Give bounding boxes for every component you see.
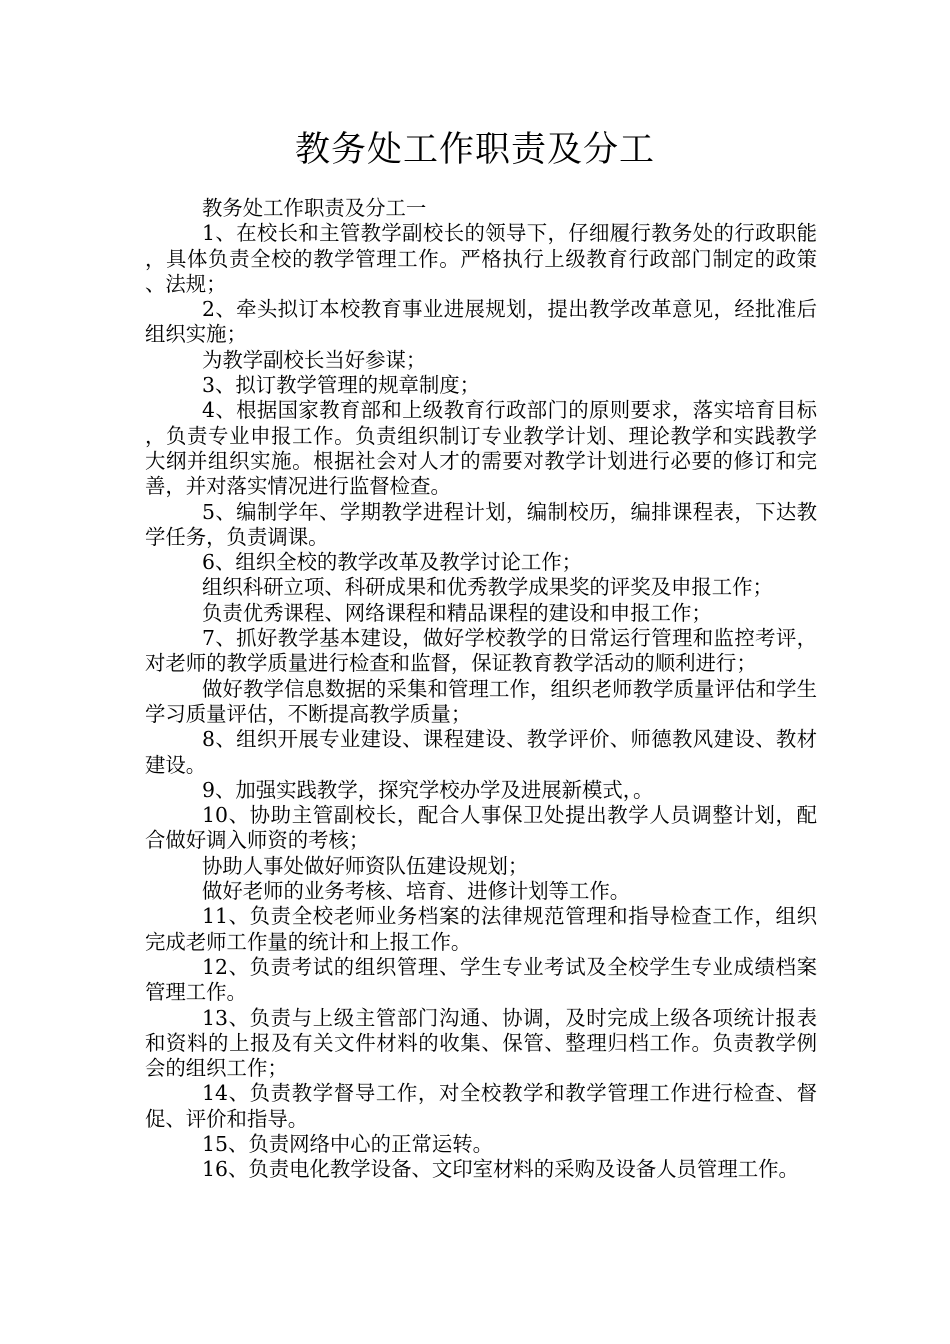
document-title: 教务处工作职责及分工 [294, 130, 655, 170]
paragraph: 12、负责考试的组织管理、学生专业考试及全校学生专业成绩档案管理工作。 [145, 954, 817, 1005]
paragraph: 组织科研立项、科研成果和优秀教学成果奖的评奖及申报工作； [202, 575, 773, 600]
paragraph: 教务处工作职责及分工一 [202, 196, 427, 220]
paragraph: 10、协助主管副校长，配合人事保卫处提出教学人员调整计划，配合做好调入师资的考核； [145, 803, 817, 853]
paragraph: 8、组织开展专业建设、课程建设、教学评价、师德教风建设、教材建设。 [145, 727, 817, 777]
paragraph: 16、负责电化教学设备、文印室材料的采购及设备人员管理工作。 [202, 1157, 799, 1182]
paragraph: 3、拟订教学管理的规章制度； [202, 373, 481, 398]
paragraph: 9、加强实践教学，探究学校办学及进展新模式，。 [202, 777, 654, 802]
paragraph: 11、负责全校老师业务档案的法律规范管理和指导检查工作，组织完成老师工作量的统计和上报工作。 [145, 904, 817, 954]
paragraph: 14、负责教学督导工作，对全校教学和教学管理工作进行检查、督促、评价和指导。 [145, 1081, 817, 1131]
paragraph: 7、抓好教学基本建设，做好学校教学的日常运行管理和监控考评，对老师的教学质量进行检查和监督，保证教育教学活动的顺利进行； [145, 626, 817, 676]
paragraph: 做好老师的业务考核、培育、进修计划等工作。 [202, 879, 631, 904]
paragraph: 15、负责网络中心的正常运转。 [202, 1131, 494, 1156]
paragraph: 做好教学信息数据的采集和管理工作，组织老师教学质量评估和学生学习质量评估，不断提高教学质量； [145, 676, 817, 726]
document-body [145, 196, 817, 1183]
paragraph: 1、在校长和主管教学副校长的领导下，仔细履行教务处的行政职能，具体负责全校的教学管理工作。严格执行上级教育行政部门制定的政策、法规； [145, 221, 817, 296]
paragraph: 5、编制学年、学期教学进程计划，编制校历，编排课程表，下达教学任务，负责调课。 [145, 499, 817, 549]
paragraph: 为教学副校长当好参谋； [202, 347, 427, 372]
paragraph: 13、负责与上级主管部门沟通、协调，及时完成上级各项统计报表和资料的上报及有关文件材料的收集、保管、整理归档工作。负责教学例会的组织工作； [145, 1005, 817, 1081]
paragraph: 2、牵头拟订本校教育事业进展规划，提出教学改革意见，经批准后组织实施； [145, 297, 817, 347]
paragraph: 负责优秀课程、网络课程和精品课程的建设和申报工作； [202, 600, 712, 625]
paragraph: 协助人事处做好师资队伍建设规划； [202, 853, 529, 878]
paragraph: 6、组织全校的教学改革及教学讨论工作； [202, 550, 583, 575]
paragraph: 4、根据国家教育部和上级教育行政部门的原则要求，落实培育目标，负责专业申报工作。负责组织制订专业教学计划、理论教学和实践教学大纲并组织实施。根据社会对人才的需要对教学计划进行必要的修订和完善，并对落实情况进行监督检查。 [145, 398, 817, 499]
